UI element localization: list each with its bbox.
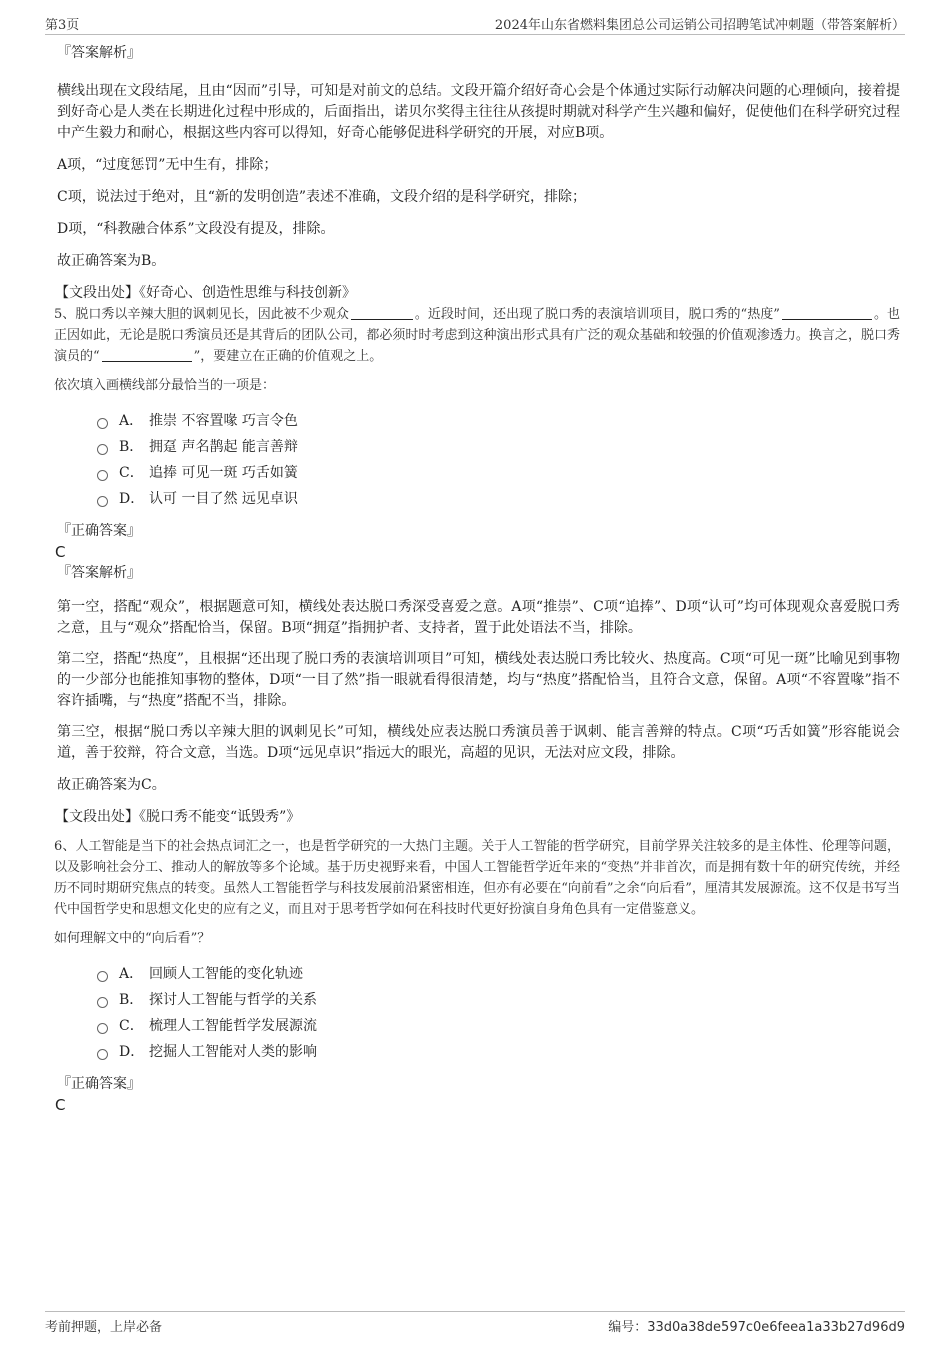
q5-answer-title: 『正确答案』 <box>57 523 141 539</box>
q5-source: 【文段出处】《脱口秀不能变“诋毁秀”》 <box>55 809 301 825</box>
page-footer <box>45 1311 905 1336</box>
radio-icon[interactable] <box>97 997 108 1008</box>
q4-option-c-note: C项，说法过于绝对，且“新的发明创造”表述不准确，文段介绍的是科学研究，排除； <box>57 189 587 205</box>
q6-prompt: 如何理解文中的“向后看”？ <box>54 931 211 946</box>
q6-options <box>97 961 900 1065</box>
q5-stem: 5、脱口秀以辛辣大胆的讽刺见长，因此被不少观众 。近段时间，还出现了脱口秀的表演培训项目，脱口秀的“热度” 。也正因如此，无论是脱口秀演员还是其背后的团队公司，都必须时时考虑到这种演出形式具有广泛的观众基础和较强的价值观渗透力。换言之，脱口秀演员的“ ”，要建立在正确的价值观之上。 <box>54 307 900 364</box>
q5-analysis-paragraph-2: 第二空，搭配“热度”，且根据“还出现了脱口秀的表演培训项目”可知，横线处表达脱口秀比较火、热度高。C项“可见一斑”比喻见到事物的一少部分也能推知事物的整体，D项“一目了然”指一眼就看得很清楚，均与“热度”搭配恰当，且符合文意，保留。A项“不容置喙”指不容许插嘴，与“热度”搭配不当，排除。 <box>57 651 900 709</box>
q6-answer-value: C <box>55 1096 66 1114</box>
radio-icon[interactable] <box>97 496 108 507</box>
q5-option-b[interactable]: B． 拥趸 声名鹊起 能言善辩 <box>97 434 900 460</box>
q6-option-a[interactable]: A． 回顾人工智能的变化轨迹 <box>97 961 900 987</box>
q5-prompt: 依次填入画横线部分最恰当的一项是： <box>54 378 276 393</box>
q5-analysis-paragraph-1: 第一空，搭配“观众”，根据题意可知，横线处表达脱口秀深受喜爱之意。A项“推崇”、C项“追捧”、D项“认可”均可体现观众喜爱脱口秀之意，且与“观众”搭配恰当，保留。B项“拥趸”指拥护者、支持者，置于此处语法不当，排除。 <box>57 599 900 636</box>
q4-conclusion: 故正确答案为B。 <box>57 253 166 269</box>
q5-answer-value: C <box>55 543 66 561</box>
document-title: 2024年山东省燃料集团总公司运销公司招聘笔试冲刺题（带答案解析） <box>494 18 905 33</box>
radio-icon[interactable] <box>97 971 108 982</box>
q6-option-c[interactable]: C． 梳理人工智能哲学发展源流 <box>97 1013 900 1039</box>
q5-blank-3 <box>102 347 192 362</box>
page-number: 第3页 <box>45 18 80 33</box>
q4-analysis-title: 『答案解析』 <box>57 45 141 61</box>
footer-slogan: 考前押题，上岸必备 <box>45 1320 163 1335</box>
q4-option-d-note: D项，“科教融合体系”文段没有提及，排除。 <box>57 221 335 237</box>
radio-icon[interactable] <box>97 470 108 481</box>
q5-analysis-title: 『答案解析』 <box>57 565 141 581</box>
q5-analysis-paragraph-3: 第三空，根据“脱口秀以辛辣大胆的讽刺见长”可知，横线处应表达脱口秀演员善于讽刺、能言善辩的特点。C项“巧舌如簧”形容能说会道，善于狡辩，符合文意，当选。D项“远见卓识”指远大的眼光，高超的见识，无法对应文段，排除。 <box>57 724 900 761</box>
q6-stem: 6、人工智能是当下的社会热点词汇之一，也是哲学研究的一大热门主题。关于人工智能的哲学研究，目前学界关注较多的是主体性、伦理等问题，以及影响社会分工、推动人的解放等多个论域。基于历史视野来看，中国人工智能哲学近年来的“变热”并非首次，而是拥有数十年的研究传统，并经历不同时期研究焦点的转变。虽然人工智能哲学与科技发展前沿紧密相连，但亦有必要在“向前看”之余“向后看”，厘清其发展源流。这不仅是书写当代中国哲学史和思想文化史的应有之义，而且对于思考哲学如何在科技时代更好扮演自身角色具有一定借鉴意义。 <box>54 839 900 917</box>
q4-analysis-paragraph: 横线出现在文段结尾，且由“因而”引导，可知是对前文的总结。文段开篇介绍好奇心会是个体通过实际行动解决问题的心理倾向，接着提到好奇心是人类在长期进化过程中形成的，后面指出，诺贝尔奖得主往往从孩提时期就对科学产生兴趣和偏好，促使他们在科学研究过程中产生毅力和耐心，根据这些内容可以得知，好奇心能够促进科学研究的开展，对应B项。 <box>57 83 900 141</box>
radio-icon[interactable] <box>97 418 108 429</box>
q6-option-d[interactable]: D． 挖掘人工智能对人类的影响 <box>97 1039 900 1065</box>
document-id: 编号：33d0a38de597c0e6feea1a33b27d96d9 <box>608 1320 905 1335</box>
q4-option-a-note: A项，“过度惩罚”无中生有，排除； <box>57 157 278 173</box>
q5-blank-2 <box>782 305 872 320</box>
page-header <box>45 12 905 35</box>
q5-option-c[interactable]: C． 追捧 可见一斑 巧舌如簧 <box>97 460 900 486</box>
q4-source: 【文段出处】《好奇心、创造性思维与科技创新》 <box>55 285 356 301</box>
radio-icon[interactable] <box>97 1049 108 1060</box>
q5-option-d[interactable]: D． 认可 一目了然 远见卓识 <box>97 486 900 512</box>
q5-conclusion: 故正确答案为C。 <box>57 777 166 793</box>
q6-answer-title: 『正确答案』 <box>57 1076 141 1092</box>
radio-icon[interactable] <box>97 1023 108 1034</box>
q6-option-b[interactable]: B． 探讨人工智能与哲学的关系 <box>97 987 900 1013</box>
page-content <box>54 42 900 1115</box>
q5-options <box>97 408 900 512</box>
q5-blank-1 <box>351 305 413 320</box>
radio-icon[interactable] <box>97 444 108 455</box>
q5-option-a[interactable]: A． 推崇 不容置喙 巧言令色 <box>97 408 900 434</box>
